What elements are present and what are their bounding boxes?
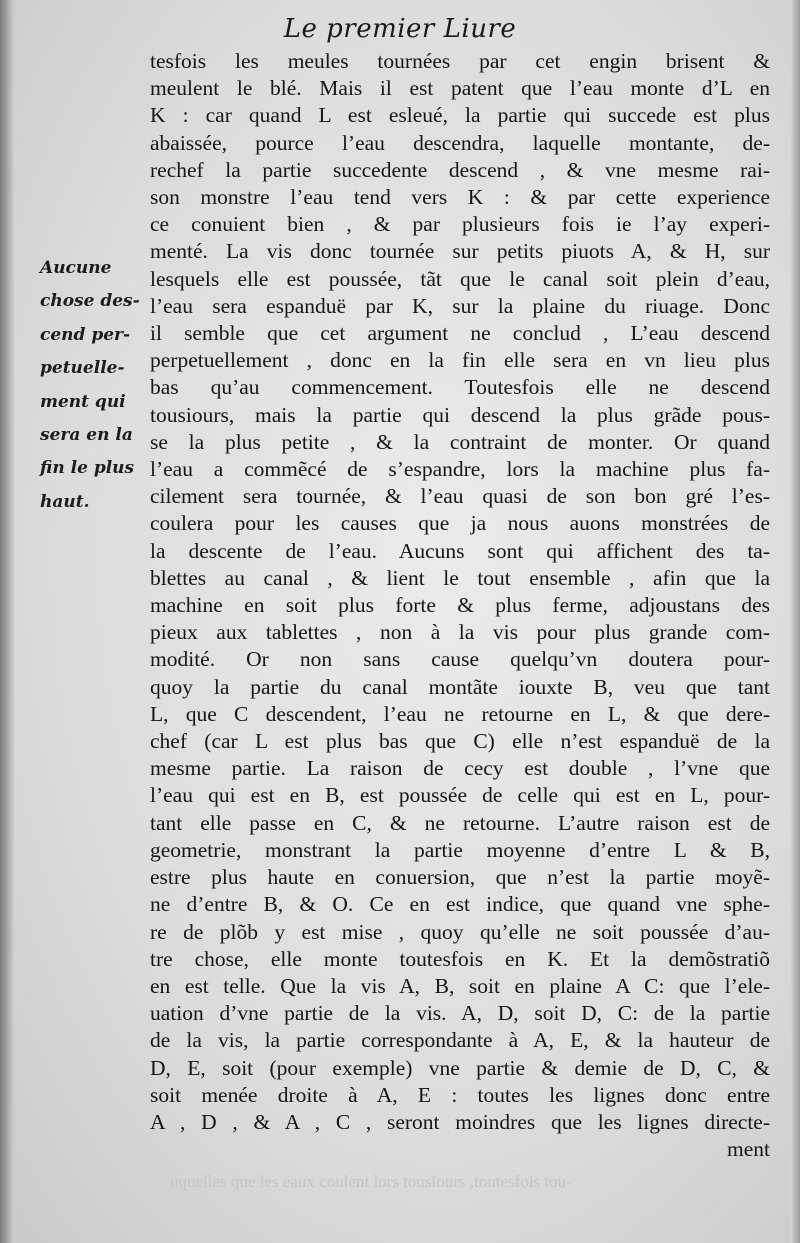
text-line: se la plus petite , & la contraint de monter. Or quand — [150, 429, 770, 454]
text-line: pieux aux tablettes , non à la vis pour plus grande com- — [150, 620, 770, 645]
text-line: re de plõb y est mise , quoy qu’elle ne soit poussée d’au- — [150, 919, 770, 944]
text-line: K : car quand L est esleué, la partie qui succede est plus — [150, 103, 770, 128]
text-line: blettes au canal , & lient le tout ensemble , afin que la — [150, 565, 770, 590]
text-line: L, que C descendent, l’eau ne retourne en L, & que dere- — [150, 701, 770, 726]
running-head: Le premier Liure — [283, 14, 517, 44]
marginal-note-line: chose des- — [40, 291, 140, 312]
marginal-note-line: petuelle- — [40, 358, 125, 379]
text-line: tousiours, mais la partie qui descend la plus grãde pous- — [150, 402, 770, 427]
text-line: chef (car L est plus bas que C) elle n’est espanduë de la — [150, 729, 770, 754]
text-line: meulent le blé. Mais il est patent que l’eau monte d’L en — [150, 76, 770, 101]
text-line: uation d’vne partie de la vis. A, D, soit D, C: de la partie — [150, 1001, 770, 1026]
text-line: mesme partie. La raison de cecy est double , l’vne que — [150, 756, 770, 781]
marginal-note-line: Aucune — [40, 258, 112, 278]
text-line: bas qu’au commencement. Toutesfois elle ne descend — [150, 375, 770, 400]
marginal-note-line: haut. — [40, 491, 90, 512]
text-line: menté. La vis donc tournée sur petits piuots A, & H, sur — [150, 239, 770, 264]
catchword: ment — [727, 1137, 770, 1162]
text-line: tant elle passe en C, & ne retourne. L’autre raison est de — [150, 810, 770, 835]
text-line: tesfois les meules tournées par cet engin brisent & — [150, 49, 770, 73]
text-line: l’eau sera espanduë par K, sur la plaine du riuage. Donc — [150, 293, 770, 318]
text-line: cilement sera tournée, & l’eau quasi de son bon gré l’es- — [150, 484, 770, 509]
text-line: en est telle. Que la vis A, B, soit en plaine A C: que l’ele- — [150, 973, 770, 998]
text-line: quoy la partie du canal montãte iouxte B, veu que tant — [150, 674, 770, 699]
text-line: A , D , & A , C , seront moindres que les lignes directe- — [150, 1109, 770, 1134]
text-line: la descente de l’eau. Aucuns sont qui affichent des ta- — [150, 538, 770, 563]
marginal-note-line: fin le plus — [40, 458, 135, 479]
text-line: estre plus haute en conuersion, que n’est la partie moyẽ- — [150, 865, 770, 890]
text-line: machine en soit plus forte & plus ferme, adjoustans des — [150, 593, 770, 618]
text-line: ne d’entre B, & O. Ce en est indice, que quand vne sphe- — [150, 892, 770, 917]
marginal-note-line: cend per- — [40, 324, 131, 345]
text-line: de la vis, la partie correspondante à A, E, & la hauteur de — [150, 1028, 770, 1053]
text-line: il semble que cet argument ne conclud , L’eau descend — [150, 321, 770, 346]
marginal-note-line: sera en la — [40, 425, 133, 446]
text-line: soit menée droite à A, E : toutes les lignes donc entre — [150, 1082, 770, 1107]
text-line: l’eau qui est en B, est poussée de celle qui est en L, pour- — [150, 783, 770, 808]
text-line: rechef la partie succedente descend , & vne mesme rai- — [150, 157, 770, 182]
text-line: geometrie, monstrant la partie moyenne d’entre L & B, — [150, 837, 770, 862]
page-gutter-shadow — [0, 0, 14, 1243]
text-line: lesquels elle est poussée, tãt que le canal soit plein d’eau, — [150, 266, 770, 291]
text-line: modité. Or non sans cause quelqu’vn doutera pour- — [150, 647, 770, 672]
marginal-note — [40, 252, 148, 519]
marginal-note-line: ment qui — [40, 391, 126, 412]
bleed-through-text: uquelles que les eaux coulent lors tousiours ,toutesfois tou- — [170, 1172, 572, 1191]
text-line: l’eau a commẽcé de s’espandre, lors la machine plus fa- — [150, 457, 770, 482]
text-line: tre chose, elle monte toutesfois en K. Et la demõstratiõ — [150, 946, 770, 971]
text-line: coulera pour les causes que ja nous auons monstrées de — [150, 511, 770, 536]
text-line: perpetuellement , donc en la fin elle sera en vn lieu plus — [150, 348, 770, 373]
body-text — [150, 48, 770, 1163]
page-edge-shadow — [790, 0, 800, 1243]
text-line: ce conuient bien , & par plusieurs fois ie l’ay experi- — [150, 212, 770, 237]
text-line: D, E, soit (pour exemple) vne partie & demie de D, C, & — [150, 1055, 770, 1080]
text-line: son monstre l’eau tend vers K : & par cette experience — [150, 185, 770, 210]
text-line: abaissée, pource l’eau descendra, laquelle montante, de- — [150, 130, 770, 155]
